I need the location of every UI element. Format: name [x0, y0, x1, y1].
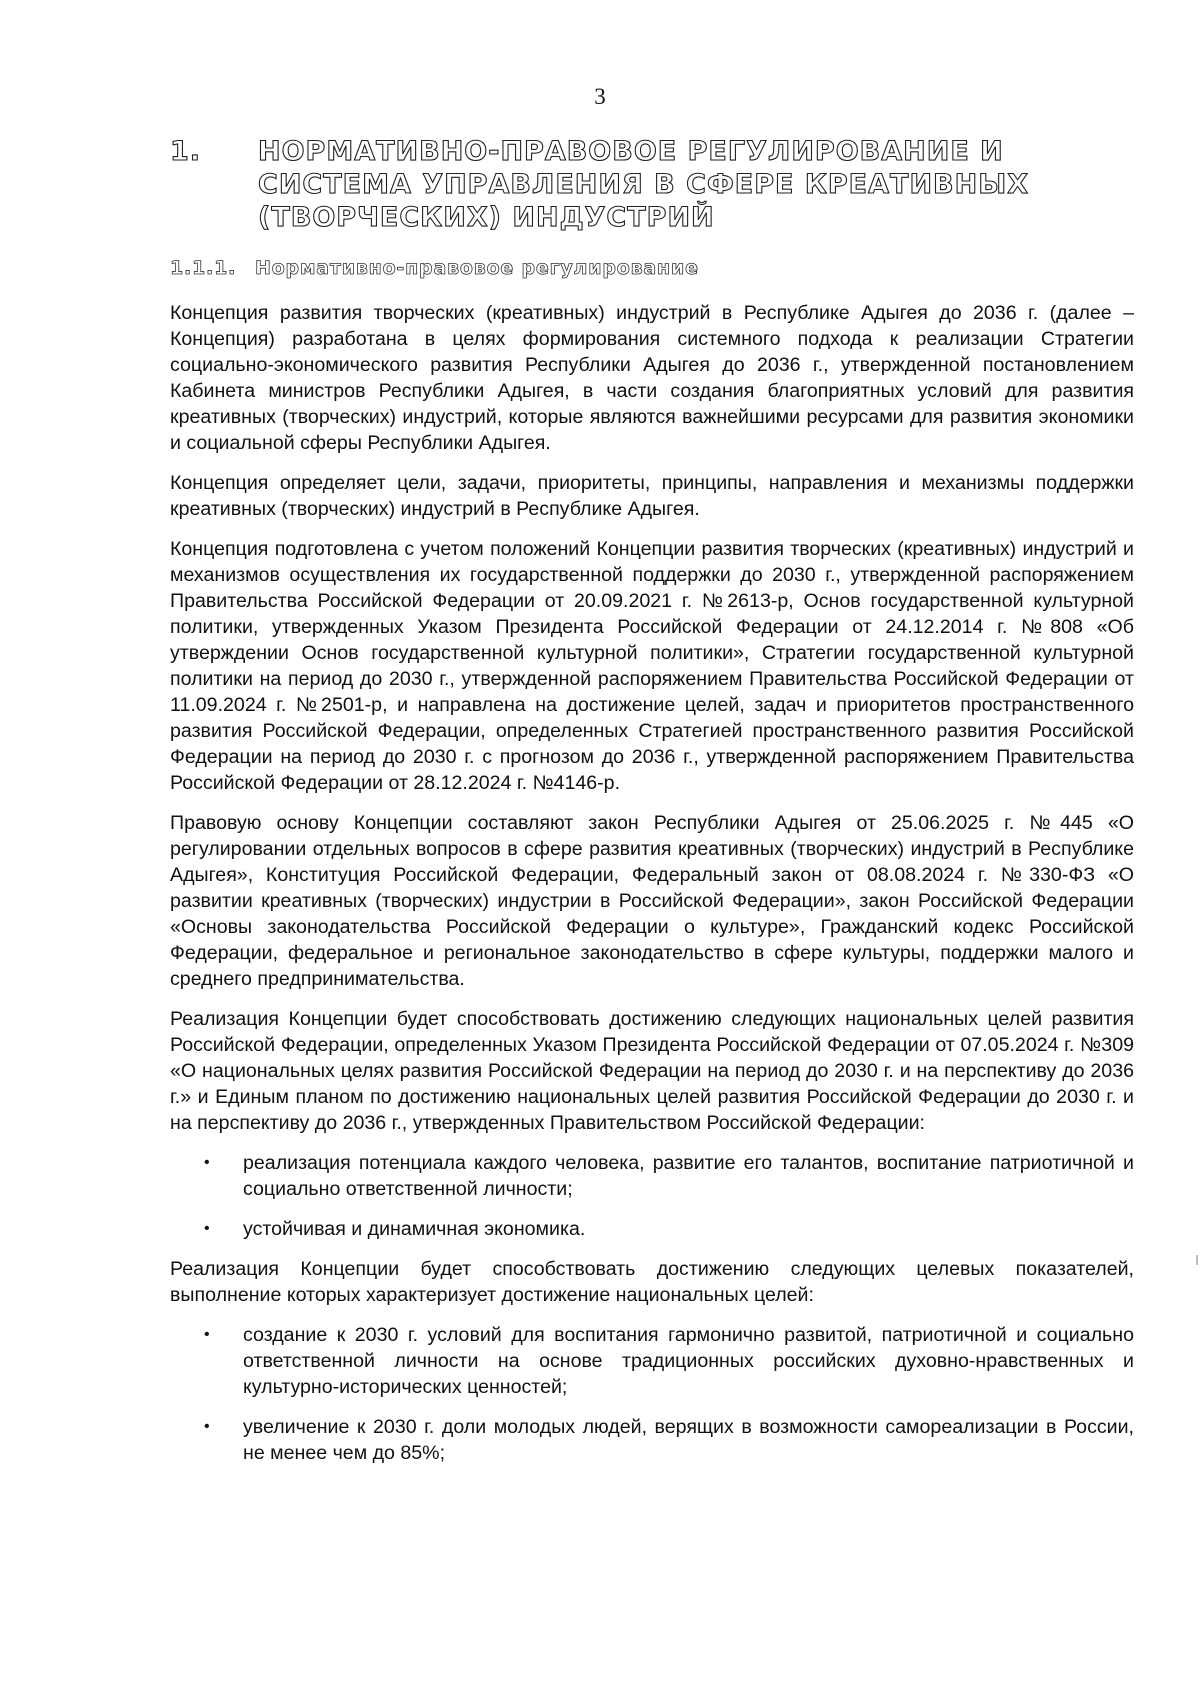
list-item-text: реализация потенциала каждого человека, развитие его талантов, воспитание патриотичной и социально ответственной личности;	[243, 1152, 1134, 1200]
bullet-icon: •	[204, 1220, 210, 1237]
paragraph: Концепция определяет цели, задачи, приоритеты, принципы, направления и механизмы поддержки креативных (творческих) индустрий в Республике Адыгея.	[170, 472, 1134, 520]
paragraph: Правовую основу Концепции составляют закон Республики Адыгея от 25.06.2025 г. №445 «О регулировании отдельных вопросов в сфере развития креативных (творческих) индустрий в Республике Адыгея», Конституция Российской Федерации, Федеральный закон от 08.08.2024 г. №330-ФЗ «О развитии креативных (творческих) индустрии в Российской Федерации», закон Российской Федерации «Основы законодательства Российской Федерации о культуре», Гражданский кодекс Российской Федерации, федеральное и региональное законодательство в сфере культуры, поддержки малого и среднего предпринимательства.	[170, 812, 1134, 990]
national-goals-list	[170, 1150, 1134, 1242]
paragraph: Концепция подготовлена с учетом положений Концепции развития творческих (креативных) индустрий и механизмов осуществления их государственной поддержки до 2030 г., утвержденной распоряжением Правительства Российской Федерации от 20.09.2021 г. №2613-р, Основ государственной культурной политики, утвержденных Указом Президента Российской Федерации от 24.12.2014 г. №808 «Об утверждении Основ государственной культурной политики», Стратегии государственной культурной политики на период до 2030 г., утвержденной распоряжением Правительства Российской Федерации от 11.09.2024 г. №2501-р, и направлена на достижение целей, задач и приоритетов пространственного развития Российской Федерации, определенных Стратегией пространственного развития Российской Федерации на период до 2030 г. с прогнозом до 2036 г., утвержденной распоряжением Правительства Российской Федерации от 28.12.2024 г. №4146-р.	[170, 538, 1134, 794]
bullet-icon: •	[204, 1418, 210, 1435]
section-number: 1.	[170, 136, 202, 167]
page-number: 3	[594, 84, 606, 109]
paragraph: Концепция развития творческих (креативных) индустрий в Республике Адыгея до 2036 г. (далее – Концепция) разработана в целях формирования системного подхода к реализации Стратегии социально-экономического развития Республики Адыгея до 2036 г., утвержденной постановлением Кабинета министров Республики Адыгея, в части создания благоприятных условий для развития креативных (творческих) индустрий, которые являются важнейшими ресурсами для развития экономики и социальной сферы Республики Адыгея.	[170, 302, 1134, 454]
list-item	[170, 1150, 1134, 1202]
list-item	[170, 1322, 1134, 1400]
list-item-text: увеличение к 2030 г. доли молодых людей, верящих в возможности самореализации в России, не менее чем до 85%;	[243, 1416, 1134, 1464]
section-heading	[170, 135, 1100, 234]
paragraph: Реализация Концепции будет способствовать достижению следующих национальных целей развития Российской Федерации, определенных Указом Президента Российской Федерации от 07.05.2024 г. №309 «О национальных целях развития Российской Федерации на период до 2030 г. и на перспективу до 2036 г.» и Единым планом по достижению национальных целей развития Российской Федерации до 2030 г. и на перспективу до 2036 г., утвержденных Правительством Российской Федерации:	[170, 1008, 1134, 1134]
body-text	[170, 300, 1134, 1480]
section-title: НОРМАТИВНО-ПРАВОВОЕ РЕГУЛИРОВАНИЕ И СИСТЕМА УПРАВЛЕНИЯ В СФЕРЕ КРЕАТИВНЫХ (ТВОРЧЕСКИХ) ИНДУСТРИЙ	[258, 136, 1030, 233]
subsection-heading	[170, 257, 1100, 279]
target-indicators-list	[170, 1322, 1134, 1466]
list-item-text: создание к 2030 г. условий для воспитания гармонично развитой, патриотичной и социально ответственной личности на основе традиционных российских духовно-нравственных и культурно-исторических ценностей;	[243, 1324, 1134, 1398]
bullet-icon: •	[204, 1154, 210, 1171]
list-item	[170, 1216, 1134, 1242]
subsection-number: 1.1.1.	[170, 257, 237, 279]
list-item-text: устойчивая и динамичная экономика.	[243, 1218, 586, 1240]
scan-artifact	[1196, 1255, 1198, 1265]
bullet-icon: •	[204, 1326, 210, 1343]
subsection-title: Нормативно-правовое регулирование	[255, 257, 699, 279]
paragraph: Реализация Концепции будет способствовать достижению следующих целевых показателей, выполнение которых характеризует достижение национальных целей:	[170, 1258, 1134, 1306]
list-item	[170, 1414, 1134, 1466]
